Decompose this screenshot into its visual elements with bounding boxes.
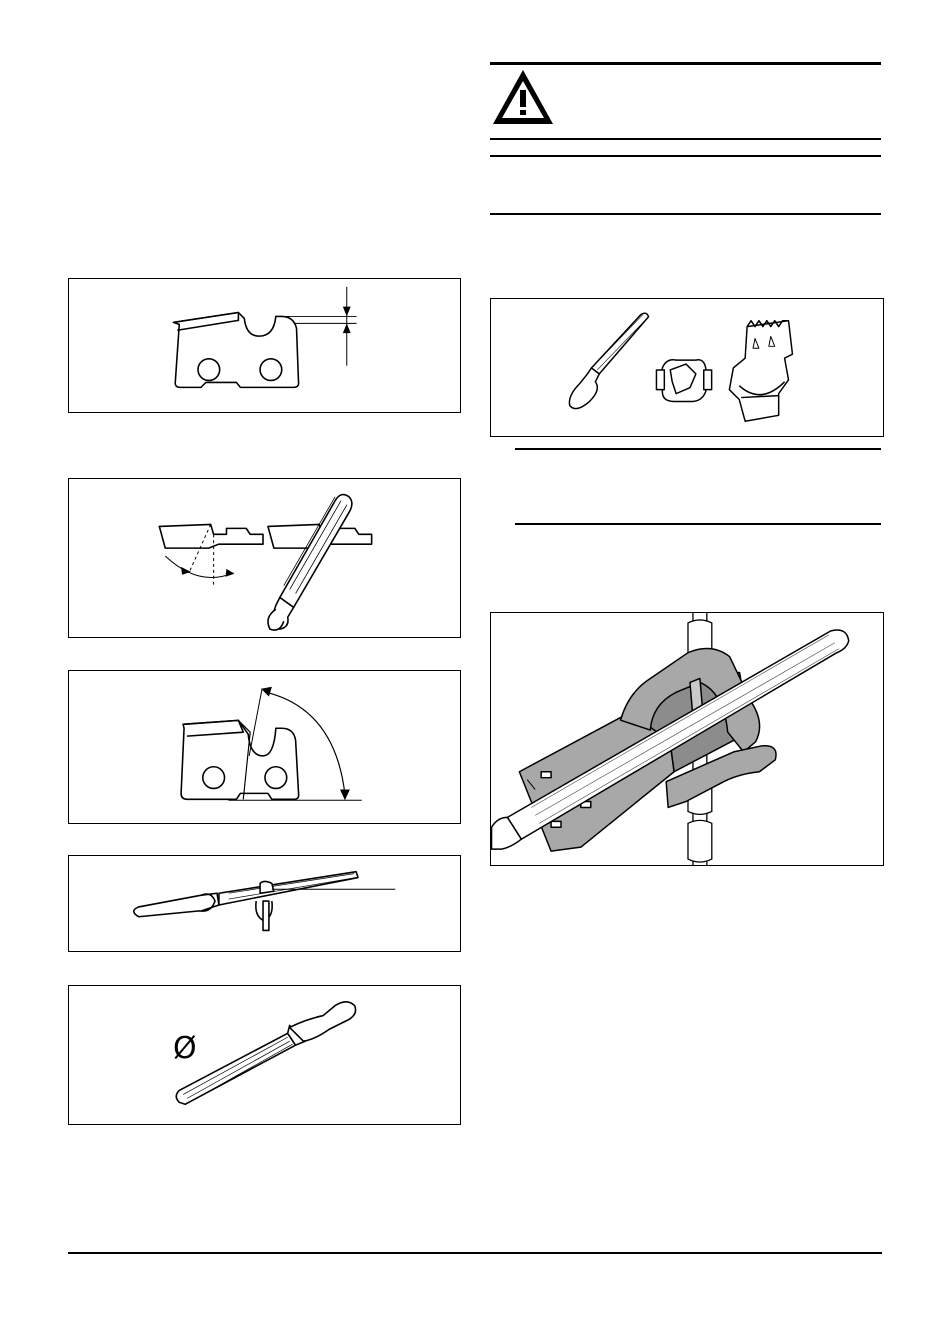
warning-top-rule <box>490 62 881 65</box>
rule <box>490 155 881 157</box>
warning-bottom-rule <box>490 138 881 140</box>
diameter-symbol: Ø <box>173 1031 197 1066</box>
round-file-diameter-figure <box>68 985 461 1125</box>
rule <box>515 523 881 525</box>
warning-triangle-icon <box>490 66 556 128</box>
cutter-depth-gauge-figure <box>68 278 461 413</box>
top-plate-angle-figure <box>68 670 461 824</box>
sharpening-tools-figure <box>490 298 884 437</box>
rule <box>515 448 881 450</box>
page-footer-rule <box>68 1252 882 1254</box>
rule <box>490 213 881 215</box>
file-guide-on-chain-figure <box>490 612 884 866</box>
file-holder-figure <box>68 855 461 952</box>
filing-angle-figure <box>68 478 461 638</box>
